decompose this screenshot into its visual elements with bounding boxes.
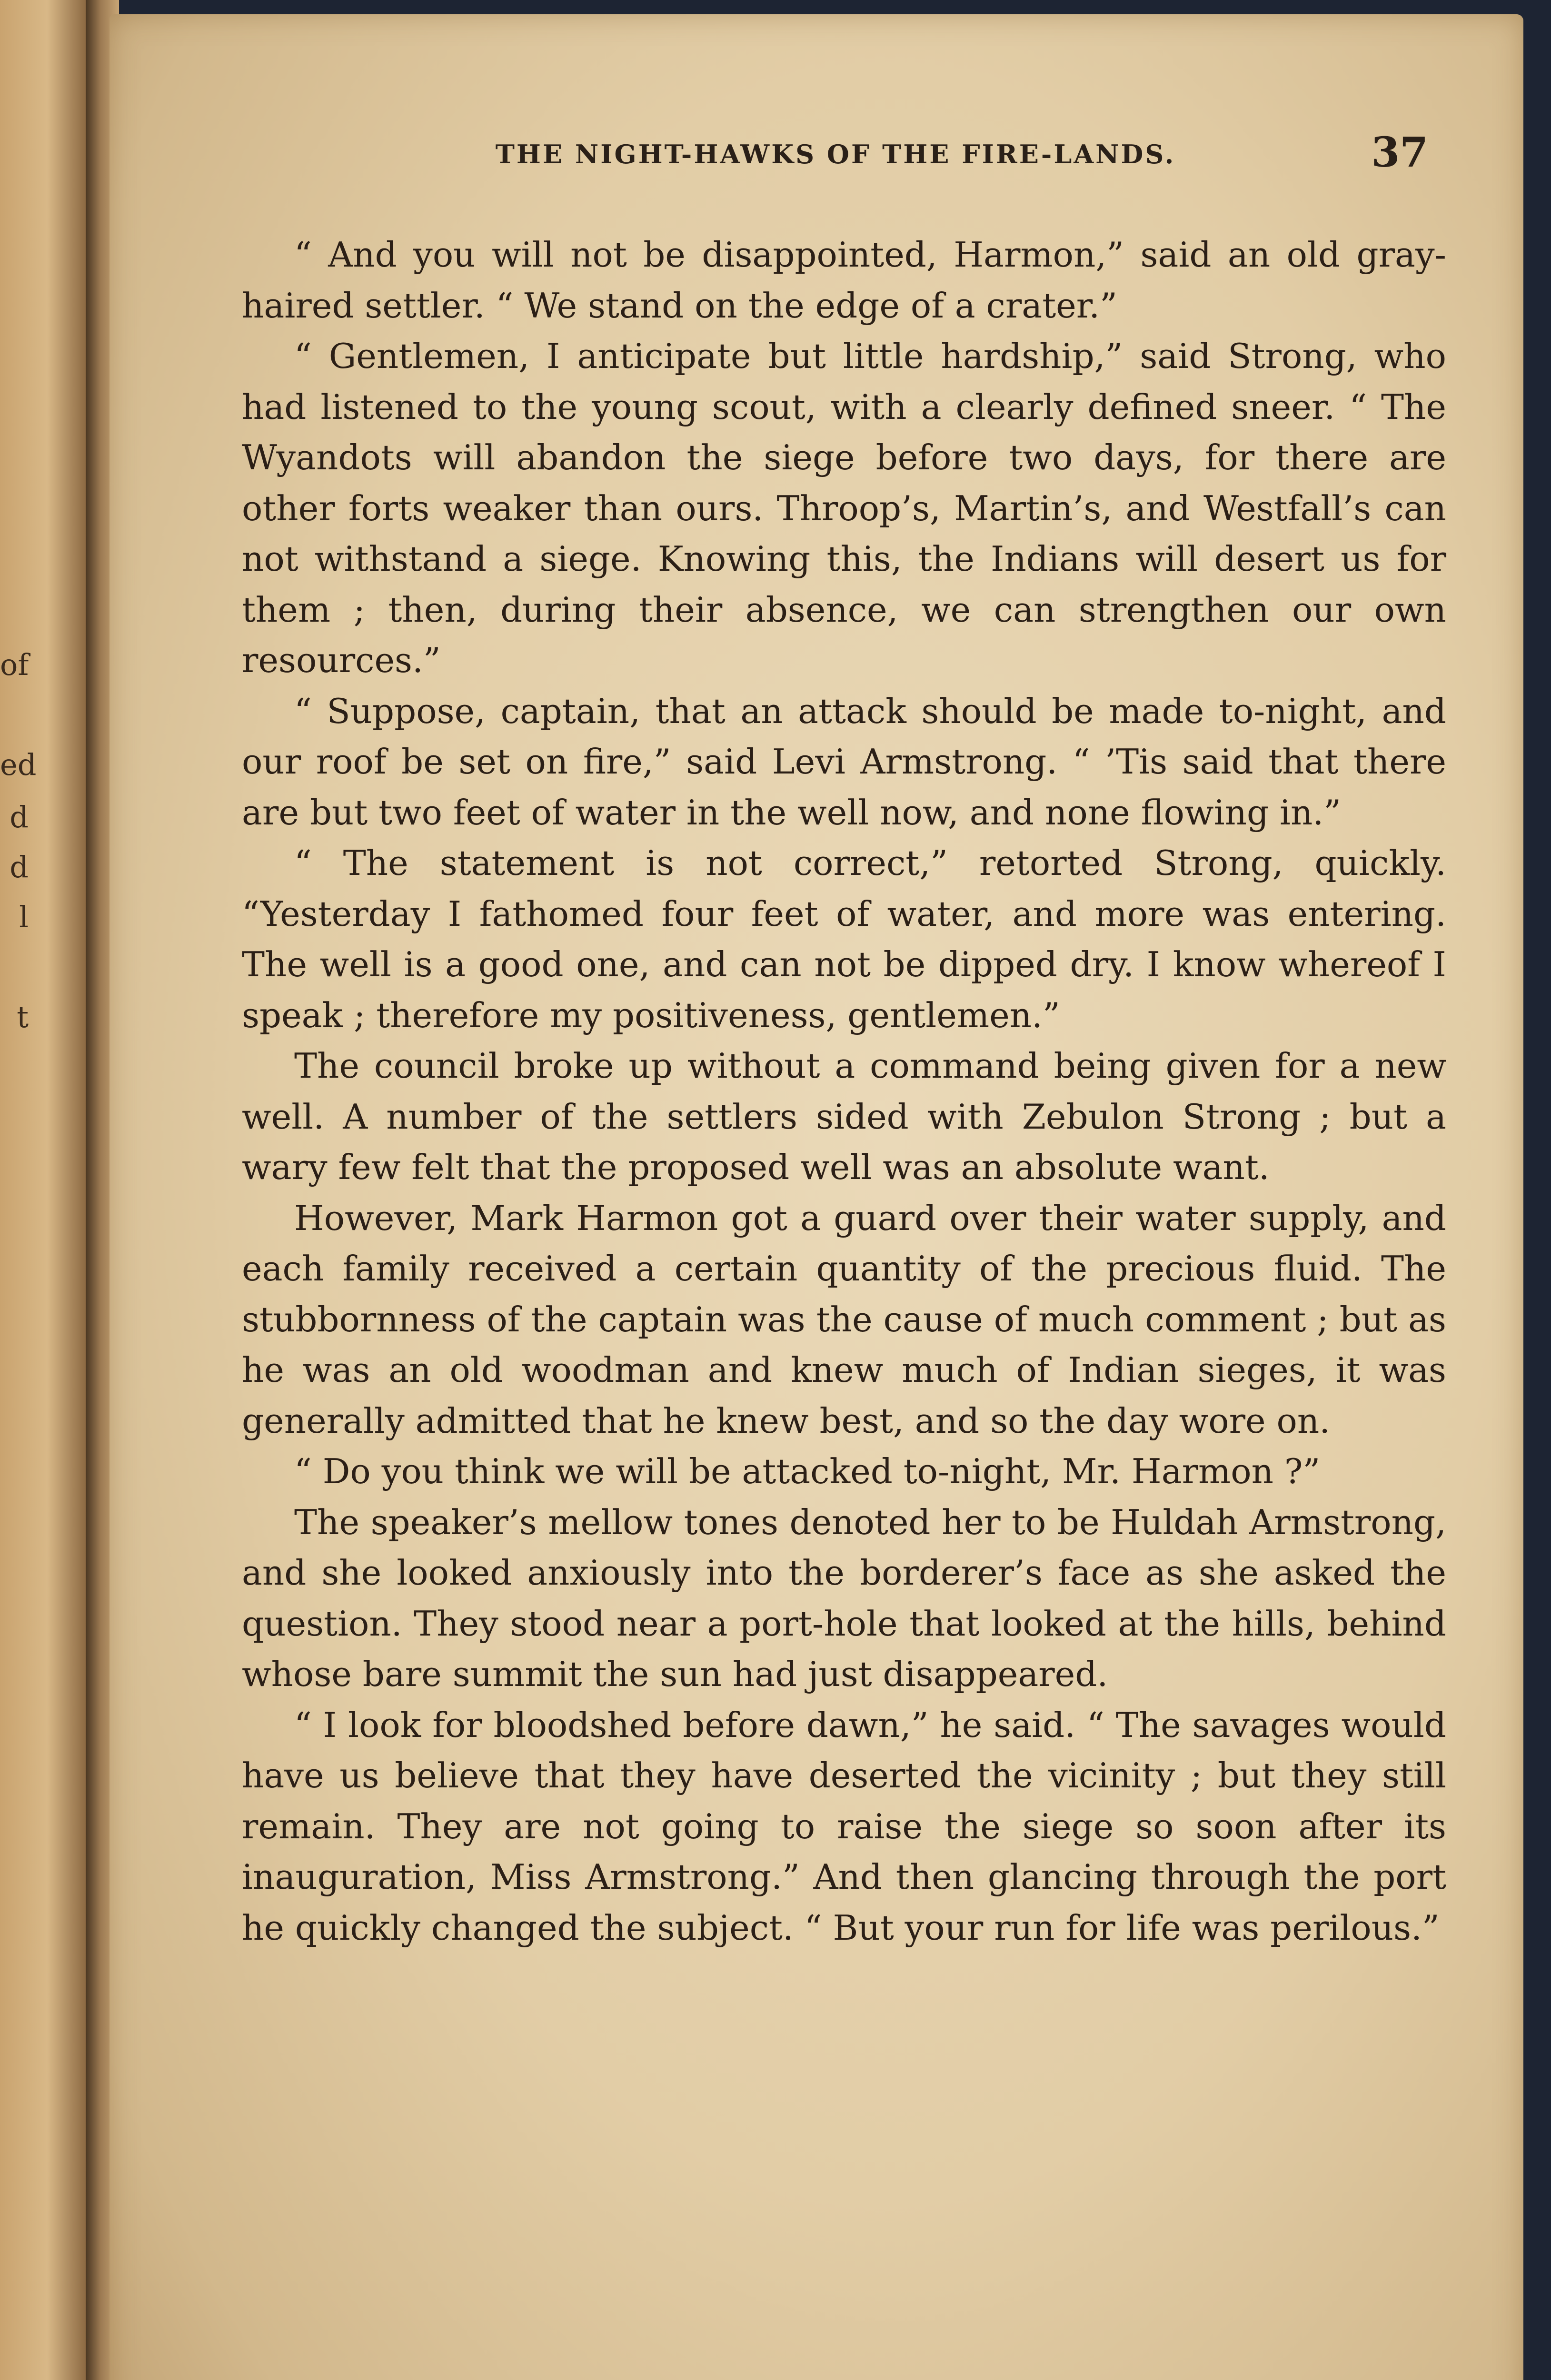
paragraph: The speaker’s mellow tones denoted her to be Huldah Armstrong, and she looked anxiously into the borderer’s face as she asked the question. They stood near a port-hole that looked at the hills, behind whose bare summit the sun had just disappeared. xyxy=(242,1502,1446,1694)
adjacent-page-fragment: l xyxy=(19,900,29,934)
adjacent-page-fragment: of xyxy=(0,647,29,682)
paragraph: “ Do you think we will be attacked to-night, Mr. Harmon ?” xyxy=(294,1451,1321,1491)
adjacent-page-fragment: d xyxy=(10,800,29,834)
paragraph: “ Suppose, captain, that an attack should be made to-night, and our roof be set on fire,” said Levi Armstrong. “ ’Tis said that there are but two feet of water in the well now, and none flowing in.” xyxy=(242,691,1446,833)
book-page xyxy=(109,14,1523,2380)
page-body xyxy=(242,229,1446,1953)
adjacent-page-fragment: t xyxy=(17,1000,29,1034)
adjacent-page-fragment: ed xyxy=(0,747,37,782)
adjacent-page-fragment: d xyxy=(10,850,29,884)
page-number: 37 xyxy=(1371,129,1428,177)
paragraph: The council broke up without a command being given for a new well. A number of the settlers sided with Zebulon Strong ; but a wary few felt that the proposed well was an absolute want. xyxy=(242,1046,1446,1187)
adjacent-page-edge xyxy=(0,0,86,2380)
page-header xyxy=(348,129,1428,181)
paragraph: “ Gentlemen, I anticipate but little hardship,” said Strong, who had listened to the young scout, with a clearly defined sneer. “ The Wyandots will abandon the siege before two days, for there are other forts weaker than ours. Throop’s, Martin’s, and Westfall’s can not withstand a siege. Knowing this, the Indians will desert us for them ; then, during their absence, we can strengthen our own resources.” xyxy=(242,336,1446,680)
paragraph: “ And you will not be disappointed, Harmon,” said an old gray-haired settler. “ We stand on the edge of a crater.” xyxy=(242,235,1446,326)
paragraph: “ I look for bloodshed before dawn,” he said. “ The savages would have us believe that they have deserted the vicinity ; but they still remain. They are not going to raise the siege so soon after its inauguration, Miss Armstrong.” And then glancing through the port he quickly changed the subject. “ But your run for life was perilous.” xyxy=(242,1705,1446,1948)
paragraph: However, Mark Harmon got a guard over their water supply, and each family received a certain quantity of the precious fluid. The stubbornness of the captain was the cause of much comment ; but as he was an old woodman and knew much of Indian sieges, it was generally admitted that he knew best, and so the day wore on. xyxy=(242,1198,1446,1441)
paragraph: “ The statement is not correct,” retorted Strong, quickly. “Yesterday I fathomed four feet of water, and more was entering. The well is a good one, and can not be dipped dry. I know whereof I speak ; therefore my positiveness, gentlemen.” xyxy=(242,843,1446,1035)
running-head: THE NIGHT-HAWKS OF THE FIRE-LANDS. xyxy=(495,139,1176,169)
